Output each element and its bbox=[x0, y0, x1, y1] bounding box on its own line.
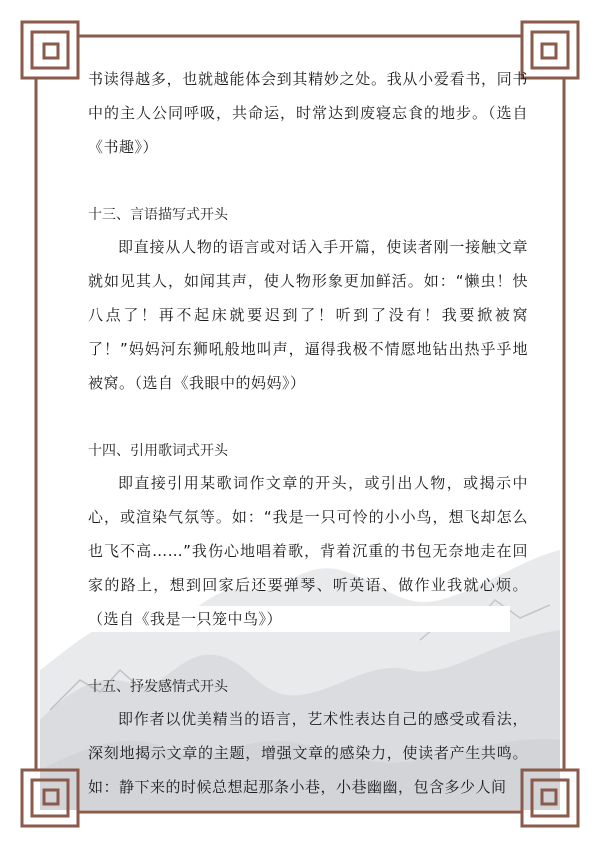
section-15-body: 即作者以优美精当的语言，艺术性表达自己的感受或看法，深刻地揭示文章的主题，增强文章的感染力，使读者产生共鸣。如：静下来的时候总想起那条小巷，小巷幽幽，包含多少人间 bbox=[88, 710, 528, 796]
corner-bottom-left bbox=[22, 756, 92, 826]
article-content bbox=[88, 62, 528, 804]
corner-top-left bbox=[22, 22, 92, 92]
section-12-tail: 书读得越多，也就越能体会到其精妙之处。我从小爱看书，同书中的主人公同呼吸，共命运，时常达到废寝忘食的地步。（选自《书趣》） bbox=[88, 70, 528, 156]
section-13-heading: 十三、言语描写式开头 bbox=[88, 207, 228, 223]
section-13-body: 即直接从人物的语言或对话入手开篇，使读者刚一接触文章就如见其人，如闻其声，使人物形象更加鲜活。如：“懒虫！快八点了！再不起床就要迟到了！听到了没有！我要掀被窝了！”妈妈河东狮吼般地叫声，逼得我极不情愿地钻出热乎乎地被窝。（选自《我眼中的妈妈》） bbox=[88, 238, 528, 392]
section-15-heading: 十五、抒发感情式开头 bbox=[88, 679, 228, 695]
section-14-heading: 十四、引用歌词式开头 bbox=[88, 443, 228, 459]
section-14-body: 即直接引用某歌词作文章的开头，或引出人物，或揭示中心，或渲染气氛等。如：“我是一只可怜的小小鸟，想飞却怎么也飞不高……”我伤心地唱着歌，背着沉重的书包无奈地走在回家的路上，想到回家后还要弹琴、听英语、做作业我就心烦。（选自《我是一只笼中鸟》） bbox=[88, 474, 528, 628]
